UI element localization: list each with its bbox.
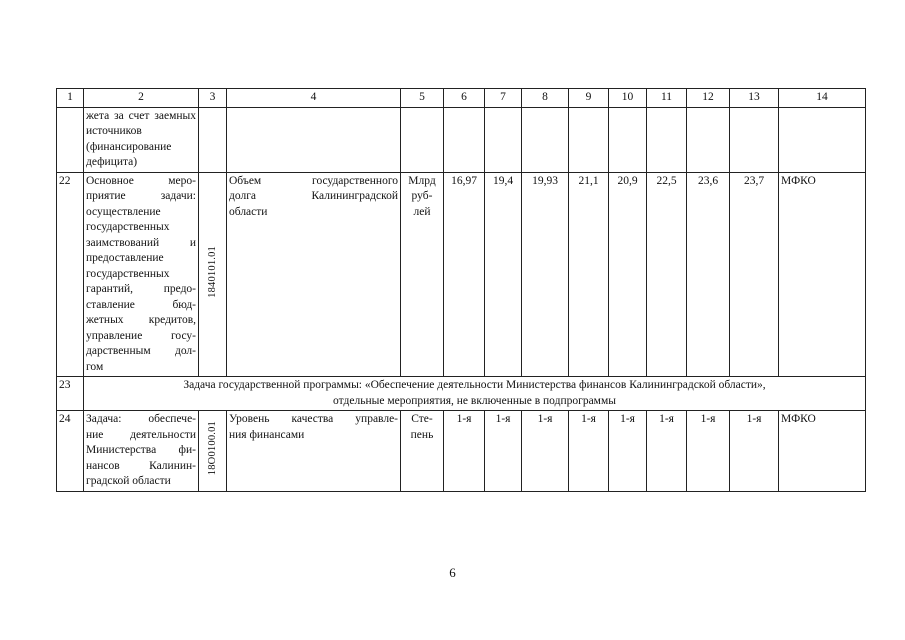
indicator-table	[56, 88, 866, 492]
value-cell: 23,7	[730, 172, 779, 377]
line: Млрд	[408, 174, 436, 187]
value-cell: 1-я	[485, 411, 522, 492]
line: Задача государственной программы: «Обеспечение деятельности Министерства финансов Калининградской области»,	[183, 379, 766, 391]
line: Основное меро-	[86, 174, 196, 187]
value-cell: 1-я	[522, 411, 569, 492]
line: управление госу-	[86, 329, 196, 342]
line: области	[229, 205, 268, 218]
line: осуществление	[86, 205, 161, 218]
value-cell: 1-я	[647, 411, 687, 492]
value-cell: 19,4	[485, 172, 522, 377]
table-row-22	[57, 172, 866, 377]
row-number: 23	[57, 377, 84, 411]
measure-name-cell	[84, 411, 199, 492]
code-cell	[199, 172, 227, 377]
row-number: 22	[57, 172, 84, 377]
line: гом	[86, 360, 104, 373]
indicator-name-cell	[227, 411, 401, 492]
header-cell: 6	[444, 89, 485, 108]
responsible-cell: МФКО	[779, 411, 866, 492]
table-row-continued	[57, 107, 866, 172]
value-cell: 23,6	[687, 172, 730, 377]
budget-code: 18О0100.01	[206, 420, 218, 476]
line: ставление бюд-	[86, 298, 196, 311]
line: Объем государственного	[229, 174, 398, 187]
header-cell: 7	[485, 89, 522, 108]
line: жетных кредитов,	[86, 314, 196, 326]
measure-name-cell	[84, 172, 199, 377]
header-cell: 10	[609, 89, 647, 108]
line: государственных	[86, 267, 170, 280]
value-cell: 1-я	[730, 411, 779, 492]
header-row	[57, 89, 866, 108]
header-cell: 4	[227, 89, 401, 108]
line: Министерства фи-	[86, 444, 196, 456]
line: нансов Калинин-	[86, 459, 196, 472]
value-cell: 1-я	[569, 411, 609, 492]
table-row-23	[57, 377, 866, 411]
line: отдельные мероприятия, не включенные в подпрограммы	[333, 394, 616, 407]
line: Уровень качества управле-	[229, 413, 398, 425]
line: Задача: обеспече-	[86, 413, 196, 425]
header-cell: 14	[779, 89, 866, 108]
header-cell: 13	[730, 89, 779, 108]
line: гарантий, предо-	[86, 283, 196, 295]
budget-code: 1840101.01	[206, 245, 218, 298]
line: предоставление	[86, 252, 164, 264]
header-cell: 12	[687, 89, 730, 108]
header-cell: 1	[57, 89, 84, 108]
line: Сте-	[411, 413, 433, 425]
line: пень	[410, 428, 434, 441]
value-cell: 1-я	[609, 411, 647, 492]
header-cell: 9	[569, 89, 609, 108]
table-row-24	[57, 411, 866, 492]
code-cell	[199, 411, 227, 492]
responsible-cell: МФКО	[779, 172, 866, 377]
line: лей	[413, 205, 431, 218]
header-cell: 8	[522, 89, 569, 108]
value-cell: 22,5	[647, 172, 687, 377]
value-cell: 19,93	[522, 172, 569, 377]
value-cell: 1-я	[444, 411, 485, 492]
line: градской области	[86, 475, 171, 487]
line: государственных	[86, 221, 170, 233]
page-number: 6	[449, 565, 456, 580]
line: ния финансами	[229, 428, 305, 441]
value-cell: 20,9	[609, 172, 647, 377]
header-cell: 3	[199, 89, 227, 108]
unit-cell	[401, 172, 444, 377]
value-cell: 16,97	[444, 172, 485, 377]
unit-cell	[401, 411, 444, 492]
line: заимствований и	[86, 236, 196, 249]
line: дарственным дол-	[86, 345, 196, 357]
row-number: 24	[57, 411, 84, 492]
header-cell: 5	[401, 89, 444, 108]
continued-text-cell: жета за счет заемных источников (финансирование дефицита)	[84, 107, 199, 172]
indicator-name-cell	[227, 172, 401, 377]
program-task-cell	[84, 377, 866, 411]
line: ние деятельности	[86, 428, 196, 441]
header-cell: 11	[647, 89, 687, 108]
line: приятие задачи:	[86, 190, 196, 202]
header-cell: 2	[84, 89, 199, 108]
line: долга Калининградской	[229, 190, 398, 202]
line: руб-	[411, 190, 433, 202]
value-cell: 21,1	[569, 172, 609, 377]
value-cell: 1-я	[687, 411, 730, 492]
